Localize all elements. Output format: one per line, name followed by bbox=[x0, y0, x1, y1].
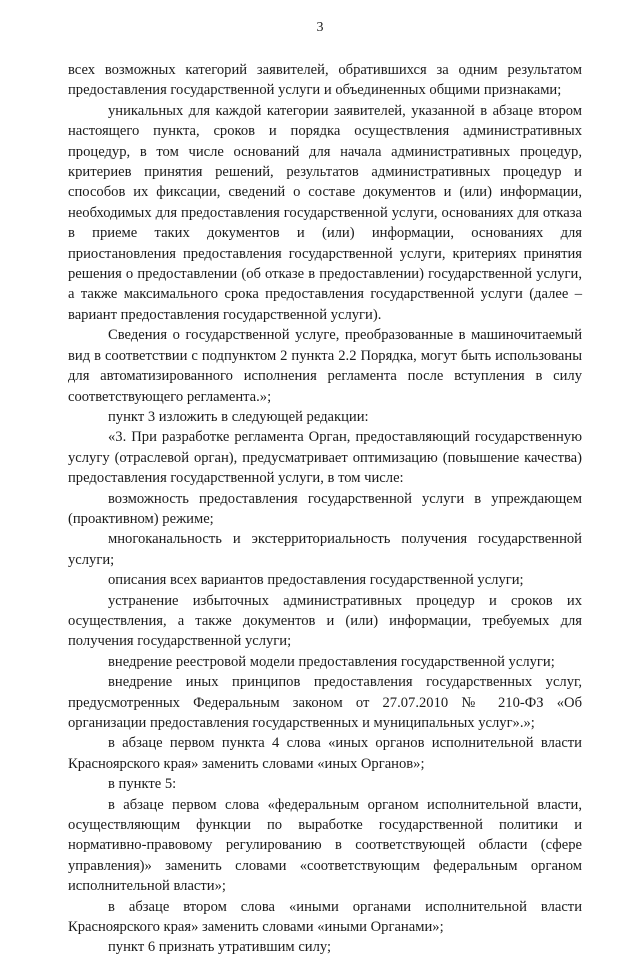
paragraph: всех возможных категорий заявителей, обратившихся за одним результатом предоставления государственной услуги и объединенных общими признаками; bbox=[68, 62, 582, 99]
paragraph: пункт 3 изложить в следующей редакции: bbox=[108, 408, 369, 425]
paragraph: внедрение иных принципов предоставления государственных услуг, предусмотренных Федеральным законом от 27.07.2010 № 210-ФЗ «Об организации предоставления государственных и муниципальных услуг».»; bbox=[68, 674, 582, 731]
paragraph: уникальных для каждой категории заявителей, указанной в абзаце втором настоящего пункта, сроков и порядка осуществления административных процедур, в том числе оснований для начала административных процедур, критериев принятия решений, результатов административных процедур и способов их фиксации, сведений о составе документов и (или) информации, необходимых для предоставления государственной услуги, основаниях для отказа в приеме таких документов и (или) информации, основаниях для приостановления предоставления государственной услуги, критериях принятия решения о предоставлении (об отказе в предоставлении) государственной услуги, а также максимального срока предоставления государственной услуги (далее – вариант предоставления государственной услуги). bbox=[68, 102, 582, 323]
paragraph: пункт 6 признать утратившим силу; bbox=[108, 939, 332, 956]
paragraph: Сведения о государственной услуге, преобразованные в машиночитаемый вид в соответствии с подпунктом 2 пункта 2.2 Порядка, могут быть использованы для автоматизированного исполнения регламента после вступления в силу соответствующего регламента.»; bbox=[68, 327, 582, 405]
document-body bbox=[68, 60, 582, 958]
page-number: 3 bbox=[316, 20, 324, 35]
paragraph: устранение избыточных административных процедур и сроков их осуществления, а также документов и (или) информации, требуемых для получения государственной услуги; bbox=[68, 592, 582, 650]
paragraph: внедрение реестровой модели предоставления государственной услуги; bbox=[108, 653, 555, 670]
paragraph: многоканальность и экстерриториальность получения государственной услуги; bbox=[68, 531, 582, 568]
paragraph: описания всех вариантов предоставления государственной услуги; bbox=[108, 572, 524, 589]
paragraph: в абзаце первом слова «федеральным органом исполнительной власти, осуществляющим функции по выработке государственной политики и нормативно-правовому регулированию в соответствующей области (сфере управления)» заменить словами «соответствующим федеральным органом исполнительной власти»; bbox=[68, 796, 582, 895]
paragraph: в абзаце втором слова «иными органами исполнительной власти Красноярского края» заменить словами «иными Органами»; bbox=[68, 898, 582, 936]
paragraph: «3. При разработке регламента Орган, предоставляющий государственную услугу (отраслевой орган), предусматривает оптимизацию (повышение качества) предоставления государственной услуги, в том числе: bbox=[68, 429, 582, 487]
paragraph: в абзаце первом пункта 4 слова «иных органов исполнительной власти Красноярского края» заменить словами «иных Органов»; bbox=[68, 735, 582, 772]
paragraph: в пункте 5: bbox=[108, 776, 177, 793]
paragraph: возможность предоставления государственной услуги в упреждающем (проактивном) режиме; bbox=[68, 490, 582, 527]
